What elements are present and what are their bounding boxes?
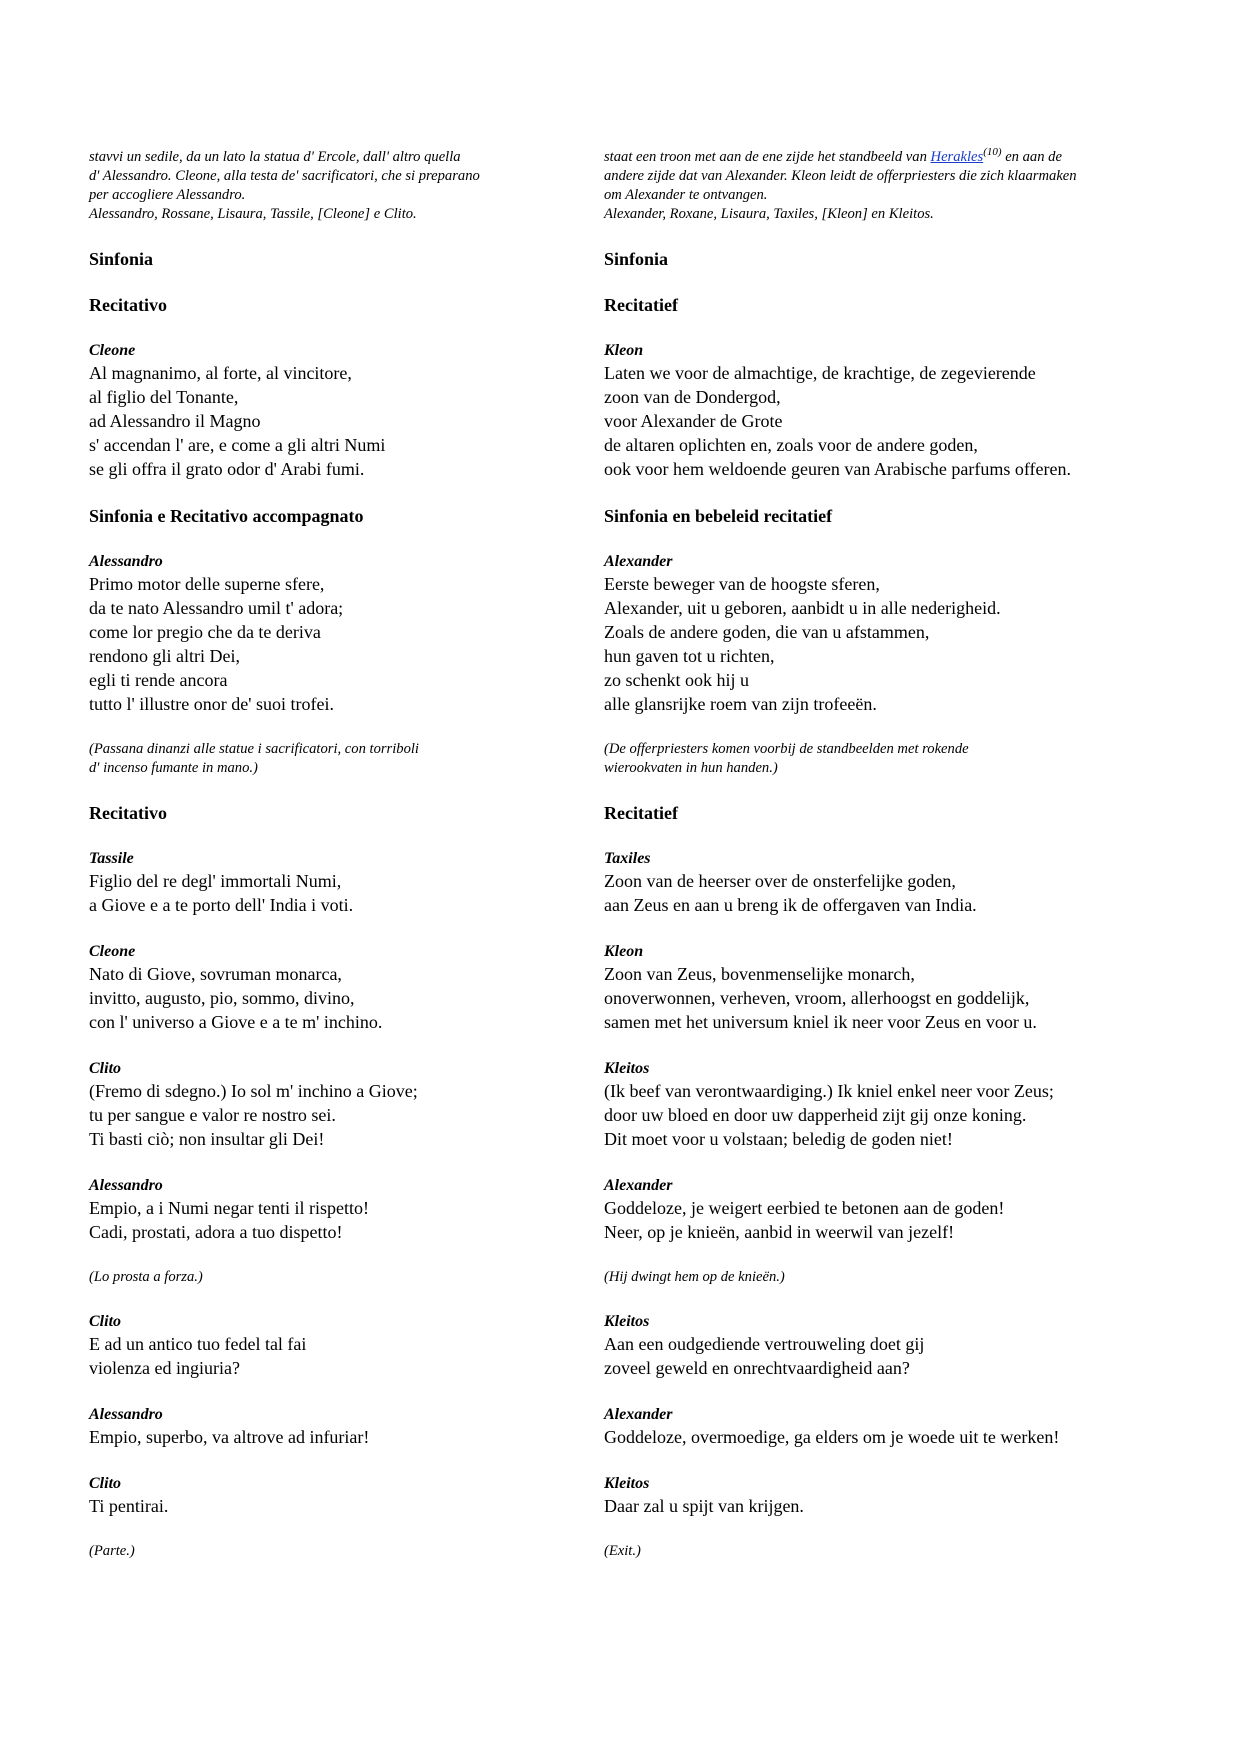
verse-line: Dit moet voor u volstaan; beledig de goden niet! xyxy=(604,1129,953,1149)
verse-lines xyxy=(89,1332,559,1380)
speaker-name: Alessandro xyxy=(89,1177,163,1194)
verse-line: de altaren oplichten en, zoals voor de andere goden, xyxy=(604,435,978,455)
intro-line: om Alexander te ontvangen. xyxy=(604,187,768,203)
direction-line: d' incenso fumante in mano.) xyxy=(89,760,258,776)
speech-block xyxy=(89,340,559,481)
verse-line: Zoon van de heerser over de onsterfelijke goden, xyxy=(604,871,956,891)
speaker-name: Kleon xyxy=(604,342,644,359)
speaker-name: Clito xyxy=(89,1060,122,1077)
stage-direction xyxy=(89,740,559,778)
speech-block xyxy=(89,1311,559,1380)
verse-line: rendono gli altri Dei, xyxy=(89,646,240,666)
verse-lines xyxy=(604,572,1164,716)
verse-line: Aan een oudgediende vertrouweling doet gij xyxy=(604,1334,925,1354)
speech-block xyxy=(604,1473,1164,1518)
verse-line: da te nato Alessandro umil t' adora; xyxy=(89,598,344,618)
speech-block xyxy=(604,551,1164,716)
direction-line: wierookvaten in hun handen.) xyxy=(604,760,778,776)
speaker-name: Alexander xyxy=(604,1177,673,1194)
speech-block xyxy=(89,1058,559,1151)
verse-line: come lor pregio che da te deriva xyxy=(89,622,321,642)
section-heading: Recitatief xyxy=(604,803,678,823)
section-heading: Recitatief xyxy=(604,295,678,315)
verse-lines xyxy=(604,962,1164,1034)
verse-line: Ti basti ciò; non insultar gli Dei! xyxy=(89,1129,325,1149)
speaker-name: Alexander xyxy=(604,553,673,570)
verse-line: aan Zeus en aan u breng ik de offergaven van India. xyxy=(604,895,977,915)
verse-lines xyxy=(604,361,1164,481)
direction-line: (Passana dinanzi alle statue i sacrificatori, con torriboli xyxy=(89,741,419,757)
verse-line: (Fremo di sdegno.) Io sol m' inchino a Giove; xyxy=(89,1081,418,1101)
direction-line: (De offerpriesters komen voorbij de standbeelden met rokende xyxy=(604,741,969,757)
verse-line: violenza ed ingiuria? xyxy=(89,1358,240,1378)
verse-line: Laten we voor de almachtige, de krachtige, de zegevierende xyxy=(604,363,1036,383)
intro-text: en aan de xyxy=(1001,149,1062,165)
dutch-column xyxy=(604,148,1164,1585)
verse-line: ad Alessandro il Magno xyxy=(89,411,261,431)
speaker-name: Clito xyxy=(89,1475,122,1492)
speaker-name: Kleon xyxy=(604,943,644,960)
verse-lines xyxy=(604,1196,1164,1244)
verse-line: Daar zal u spijt van krijgen. xyxy=(604,1496,804,1516)
speaker-name: Kleitos xyxy=(604,1313,650,1330)
speech-block xyxy=(89,941,559,1034)
verse-line: Zoon van Zeus, bovenmenselijke monarch, xyxy=(604,964,915,984)
speaker-name: Cleone xyxy=(89,943,136,960)
verse-line: se gli offra il grato odor d' Arabi fumi. xyxy=(89,459,365,479)
verse-line: Neer, op je knieën, aanbid in weerwil van jezelf! xyxy=(604,1222,955,1242)
verse-lines xyxy=(604,1425,1164,1449)
stage-direction: (Hij dwingt hem op de knieën.) xyxy=(604,1269,785,1285)
verse-line: alle glansrijke roem van zijn trofeeën. xyxy=(604,694,877,714)
verse-lines xyxy=(604,1079,1164,1151)
stage-direction-intro xyxy=(89,148,559,224)
speaker-name: Alessandro xyxy=(89,553,163,570)
verse-line: Zoals de andere goden, die van u afstammen, xyxy=(604,622,930,642)
intro-text: staat een troon met aan de ene zijde het standbeeld van xyxy=(604,149,931,165)
speech-block xyxy=(604,1404,1164,1449)
verse-line: hun gaven tot u richten, xyxy=(604,646,775,666)
stage-direction: (Exit.) xyxy=(604,1543,641,1559)
section-heading: Sinfonia xyxy=(89,249,154,269)
verse-line: voor Alexander de Grote xyxy=(604,411,783,431)
verse-lines xyxy=(89,962,559,1034)
verse-line: zo schenkt ook hij u xyxy=(604,670,749,690)
stage-direction: (Parte.) xyxy=(89,1543,135,1559)
verse-line: Primo motor delle superne sfere, xyxy=(89,574,325,594)
speaker-name: Kleitos xyxy=(604,1475,650,1492)
speaker-name: Cleone xyxy=(89,342,136,359)
speech-block xyxy=(604,340,1164,481)
stage-direction: (Lo prosta a forza.) xyxy=(89,1269,203,1285)
verse-line: door uw bloed en door uw dapperheid zijt gij onze koning. xyxy=(604,1105,1027,1125)
intro-line xyxy=(604,148,1164,167)
verse-line: Empio, superbo, va altrove ad infuriar! xyxy=(89,1427,370,1447)
speech-block xyxy=(89,1175,559,1244)
verse-line: con l' universo a Giove e a te m' inchino. xyxy=(89,1012,383,1032)
stage-direction xyxy=(604,740,1164,778)
section-heading: Recitativo xyxy=(89,803,167,823)
verse-line: Alexander, uit u geboren, aanbidt u in alle nederigheid. xyxy=(604,598,1001,618)
verse-line: invitto, augusto, pio, sommo, divino, xyxy=(89,988,355,1008)
speech-block xyxy=(89,1404,559,1449)
verse-lines xyxy=(89,1079,559,1151)
intro-line: andere zijde dat van Alexander. Kleon leidt de offerpriesters die zich klaarmaken xyxy=(604,168,1077,184)
verse-line: s' accendan l' are, e come a gli altri Numi xyxy=(89,435,386,455)
section-heading: Sinfonia xyxy=(604,249,669,269)
verse-line: Empio, a i Numi negar tenti il rispetto! xyxy=(89,1198,369,1218)
verse-lines xyxy=(89,1425,559,1449)
verse-line: tu per sangue e valor re nostro sei. xyxy=(89,1105,336,1125)
verse-line: egli ti rende ancora xyxy=(89,670,228,690)
verse-line: a Giove e a te porto dell' India i voti. xyxy=(89,895,354,915)
section-heading: Sinfonia e Recitativo accompagnato xyxy=(89,506,364,526)
intro-line: Alexander, Roxane, Lisaura, Taxiles, [Kleon] en Kleitos. xyxy=(604,206,934,222)
intro-line: d' Alessandro. Cleone, alla testa de' sacrificatori, che si preparano xyxy=(89,168,480,184)
intro-line: Alessandro, Rossane, Lisaura, Tassile, [Cleone] e Clito. xyxy=(89,206,417,222)
speech-block xyxy=(604,1058,1164,1151)
speaker-name: Tassile xyxy=(89,850,134,867)
italian-column xyxy=(89,148,559,1585)
verse-line: al figlio del Tonante, xyxy=(89,387,239,407)
verse-line: Figlio del re degl' immortali Numi, xyxy=(89,871,342,891)
verse-lines xyxy=(89,1196,559,1244)
verse-line: E ad un antico tuo fedel tal fai xyxy=(89,1334,307,1354)
verse-lines xyxy=(604,869,1164,917)
verse-line: Goddeloze, je weigert eerbied te betonen aan de goden! xyxy=(604,1198,1005,1218)
verse-lines xyxy=(89,572,559,716)
speaker-name: Clito xyxy=(89,1313,122,1330)
herakles-link[interactable]: Herakles xyxy=(930,149,984,165)
verse-line: samen met het universum kniel ik neer voor Zeus en voor u. xyxy=(604,1012,1037,1032)
verse-lines xyxy=(89,869,559,917)
stage-direction-intro xyxy=(604,148,1164,224)
verse-line: onoverwonnen, verheven, vroom, allerhoogst en goddelijk, xyxy=(604,988,1030,1008)
speech-block xyxy=(89,848,559,917)
footnote-ref: (10) xyxy=(983,146,1002,159)
speaker-name: Taxiles xyxy=(604,850,651,867)
verse-lines xyxy=(89,361,559,481)
section-heading: Sinfonia en bebeleid recitatief xyxy=(604,506,833,526)
speech-block xyxy=(604,848,1164,917)
speaker-name: Alessandro xyxy=(89,1406,163,1423)
speech-block xyxy=(604,941,1164,1034)
verse-line: zoveel geweld en onrechtvaardigheid aan? xyxy=(604,1358,910,1378)
verse-line: Ti pentirai. xyxy=(89,1496,169,1516)
speech-block xyxy=(604,1311,1164,1380)
section-heading: Recitativo xyxy=(89,295,167,315)
verse-lines xyxy=(89,1494,559,1518)
verse-lines xyxy=(604,1494,1164,1518)
verse-line: ook voor hem weldoende geuren van Arabische parfums offeren. xyxy=(604,459,1072,479)
speaker-name: Alexander xyxy=(604,1406,673,1423)
verse-line: Nato di Giove, sovruman monarca, xyxy=(89,964,342,984)
verse-line: zoon van de Dondergod, xyxy=(604,387,781,407)
verse-line: Cadi, prostati, adora a tuo dispetto! xyxy=(89,1222,343,1242)
speech-block xyxy=(89,1473,559,1518)
intro-line: stavvi un sedile, da un lato la statua d' Ercole, dall' altro quella xyxy=(89,149,461,165)
speaker-name: Kleitos xyxy=(604,1060,650,1077)
verse-line: (Ik beef van verontwaardiging.) Ik kniel enkel neer voor Zeus; xyxy=(604,1081,1054,1101)
verse-lines xyxy=(604,1332,1164,1380)
verse-line: Goddeloze, overmoedige, ga elders om je woede uit te werken! xyxy=(604,1427,1060,1447)
speech-block xyxy=(89,551,559,716)
intro-line: per accogliere Alessandro. xyxy=(89,187,246,203)
verse-line: Al magnanimo, al forte, al vincitore, xyxy=(89,363,352,383)
verse-line: tutto l' illustre onor de' suoi trofei. xyxy=(89,694,334,714)
verse-line: Eerste beweger van de hoogste sferen, xyxy=(604,574,880,594)
speech-block xyxy=(604,1175,1164,1244)
